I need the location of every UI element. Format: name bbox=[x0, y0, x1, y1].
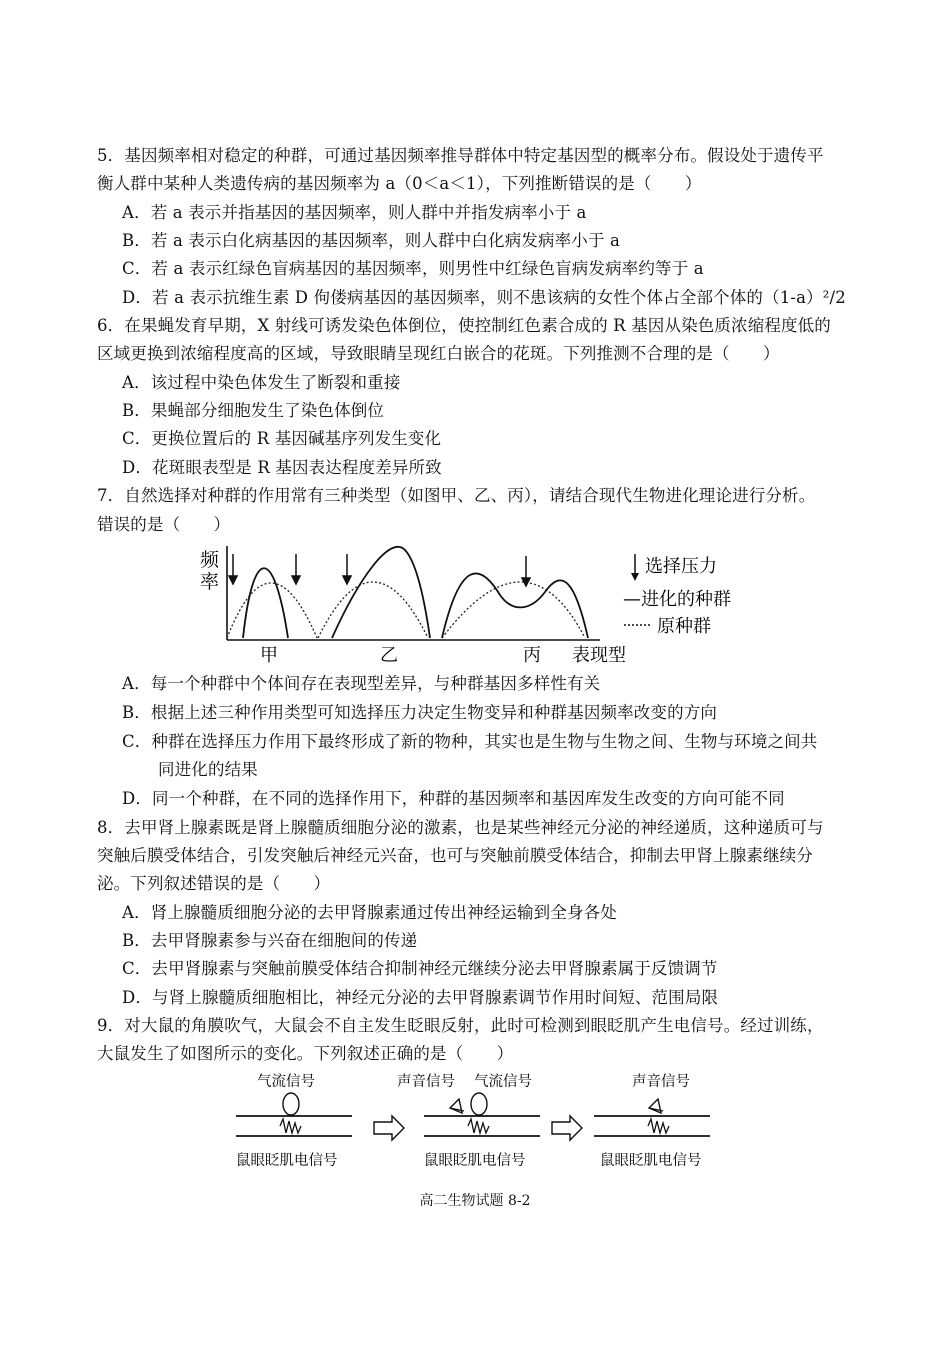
q6-option-b: B．果蝇部分细胞发生了染色体倒位 bbox=[122, 401, 385, 420]
q7-option-b: B．根据上述三种作用类型可知选择压力决定生物变异和种群基因频率改变的方向 bbox=[122, 703, 718, 722]
fig7-jia-evolved-curve bbox=[243, 568, 288, 638]
fig7-yi-original-curve bbox=[318, 582, 428, 638]
q7-stem-line2: 错误的是（ ） bbox=[97, 515, 231, 534]
fig7-bing-original-curve bbox=[442, 582, 585, 638]
q7-option-c-line1: C．种群在选择压力作用下最终形成了新的物种，其实也是生物与生物之间、生物与环境之间共 bbox=[122, 732, 818, 751]
p3-sound-icon bbox=[649, 1099, 663, 1113]
fig7-jia-original-curve bbox=[227, 583, 317, 638]
fig7-label-jia: 甲 bbox=[260, 645, 278, 666]
fig7-label-bing: 丙 bbox=[523, 645, 541, 666]
fig7-arrowhead-1 bbox=[229, 576, 237, 584]
p2-sound-icon bbox=[450, 1099, 464, 1113]
q7-option-a: A．每一个种群中个体间存在表现型差异，与种群基因多样性有关 bbox=[122, 674, 601, 693]
legend-original-population: 原种群 bbox=[657, 616, 711, 637]
p1-airflow-label: 气流信号 bbox=[257, 1074, 315, 1090]
q6-option-c: C．更换位置后的 R 基因碱基序列发生变化 bbox=[122, 429, 442, 448]
fig7-ylabel-1: 频 bbox=[200, 549, 220, 571]
fig7-xlabel: 表现型 bbox=[572, 645, 626, 666]
p1-airflow-icon bbox=[283, 1093, 299, 1115]
p2-sound-label: 声音信号 bbox=[397, 1074, 455, 1090]
p3-sound-label: 声音信号 bbox=[632, 1074, 690, 1090]
q7-stem-line1: 7．自然选择对种群的作用常有三种类型（如图甲、乙、丙），请结合现代生物进化理论进行分析。 bbox=[97, 486, 816, 505]
fig7-bing-evolved-curve bbox=[442, 573, 588, 638]
q8-option-a: A．肾上腺髓质细胞分泌的去甲肾腺素通过传出神经运输到全身各处 bbox=[122, 903, 617, 922]
q6-option-d: D．花斑眼表型是 R 基因表达程度差异所致 bbox=[122, 458, 442, 477]
p2-airflow-label: 气流信号 bbox=[474, 1074, 532, 1090]
legend-selection-pressure: 选择压力 bbox=[645, 556, 717, 577]
p2-emg-signal bbox=[468, 1119, 489, 1133]
q8-option-d: D．与肾上腺髓质细胞相比，神经元分泌的去甲肾腺素调节作用时间短、范围局限 bbox=[122, 988, 719, 1007]
q8-option-c: C．去甲肾腺素与突触前膜受体结合抑制神经元继续分泌去甲肾腺素属于反馈调节 bbox=[122, 959, 718, 978]
page-footer: 高二生物试题 8-2 bbox=[419, 1193, 531, 1209]
q7-option-c-line2: 同进化的结果 bbox=[158, 760, 258, 779]
p1-emg-signal bbox=[280, 1119, 301, 1133]
p3-emg-signal bbox=[648, 1119, 669, 1133]
blink-conditioning-figure bbox=[228, 1068, 728, 1172]
q8-stem-line2: 突触后膜受体结合，引发突触后神经元兴奋，也可与突触前膜受体结合，抑制去甲肾上腺素继续分 bbox=[97, 846, 813, 865]
q5-option-d: D．若 a 表示抗维生素 D 佝偻病基因的基因频率，则不患该病的女性个体占全部个体的（1-a）²/2 bbox=[122, 288, 846, 307]
q9-stem-line1: 9．对大鼠的角膜吹气，大鼠会不自主发生眨眼反射，此时可检测到眼眨肌产生电信号。经过训练， bbox=[97, 1016, 824, 1035]
q5-option-b: B．若 a 表示白化病基因的基因频率，则人群中白化病发病率小于 a bbox=[122, 231, 620, 250]
q8-stem-line1: 8．去甲肾上腺素既是肾上腺髓质细胞分泌的激素，也是某些神经元分泌的神经递质，这种递质可与 bbox=[97, 818, 824, 837]
p2-emg-label: 鼠眼眨肌电信号 bbox=[424, 1153, 526, 1169]
q8-option-b: B．去甲肾腺素参与兴奋在细胞间的传递 bbox=[122, 931, 418, 950]
arrow-right-icon-2 bbox=[552, 1116, 582, 1140]
q6-option-a: A．该过程中染色体发生了断裂和重接 bbox=[122, 373, 401, 392]
q6-stem-line2: 区域更换到浓缩程度高的区域，导致眼睛呈现红白嵌合的花斑。下列推测不合理的是（ ） bbox=[97, 344, 780, 363]
q9-stem-line2: 大鼠发生了如图所示的变化。下列叙述正确的是（ ） bbox=[97, 1044, 514, 1063]
fig7-arrowhead-2 bbox=[292, 576, 300, 584]
q8-stem-line3: 泌。下列叙述错误的是（ ） bbox=[97, 874, 331, 893]
arrow-right-icon-1 bbox=[374, 1116, 404, 1140]
fig7-ylabel-2: 率 bbox=[200, 571, 220, 593]
fig7-arrowhead-3 bbox=[343, 576, 351, 584]
p1-emg-label: 鼠眼眨肌电信号 bbox=[236, 1153, 338, 1169]
q6-stem-line1: 6．在果蝇发育早期，X 射线可诱发染色体倒位，使控制红色素合成的 R 基因从染色质浓缩程度低的 bbox=[97, 316, 831, 335]
legend-evolved-population: —进化的种群 bbox=[623, 589, 731, 610]
legend-arrowhead bbox=[631, 573, 639, 581]
p3-emg-label: 鼠眼眨肌电信号 bbox=[600, 1153, 702, 1169]
selection-types-figure bbox=[190, 540, 770, 668]
q5-option-a: A．若 a 表示并指基因的基因频率，则人群中并指发病率小于 a bbox=[122, 203, 587, 222]
q5-option-c: C．若 a 表示红绿色盲病基因的基因频率，则男性中红绿色盲病发病率约等于 a bbox=[122, 259, 704, 278]
q5-stem-line2: 衡人群中某种人类遗传病的基因频率为 a（0＜a＜1），下列推断错误的是（ ） bbox=[97, 174, 702, 193]
fig7-label-yi: 乙 bbox=[380, 645, 398, 666]
q5-stem-line1: 5．基因频率相对稳定的种群，可通过基因频率推导群体中特定基因型的概率分布。假设处于遗传平 bbox=[97, 146, 824, 165]
p2-airflow-icon bbox=[471, 1093, 487, 1115]
fig7-arrowhead-4 bbox=[522, 578, 530, 586]
q7-option-d: D．同一个种群，在不同的选择作用下，种群的基因频率和基因库发生改变的方向可能不同 bbox=[122, 789, 785, 808]
